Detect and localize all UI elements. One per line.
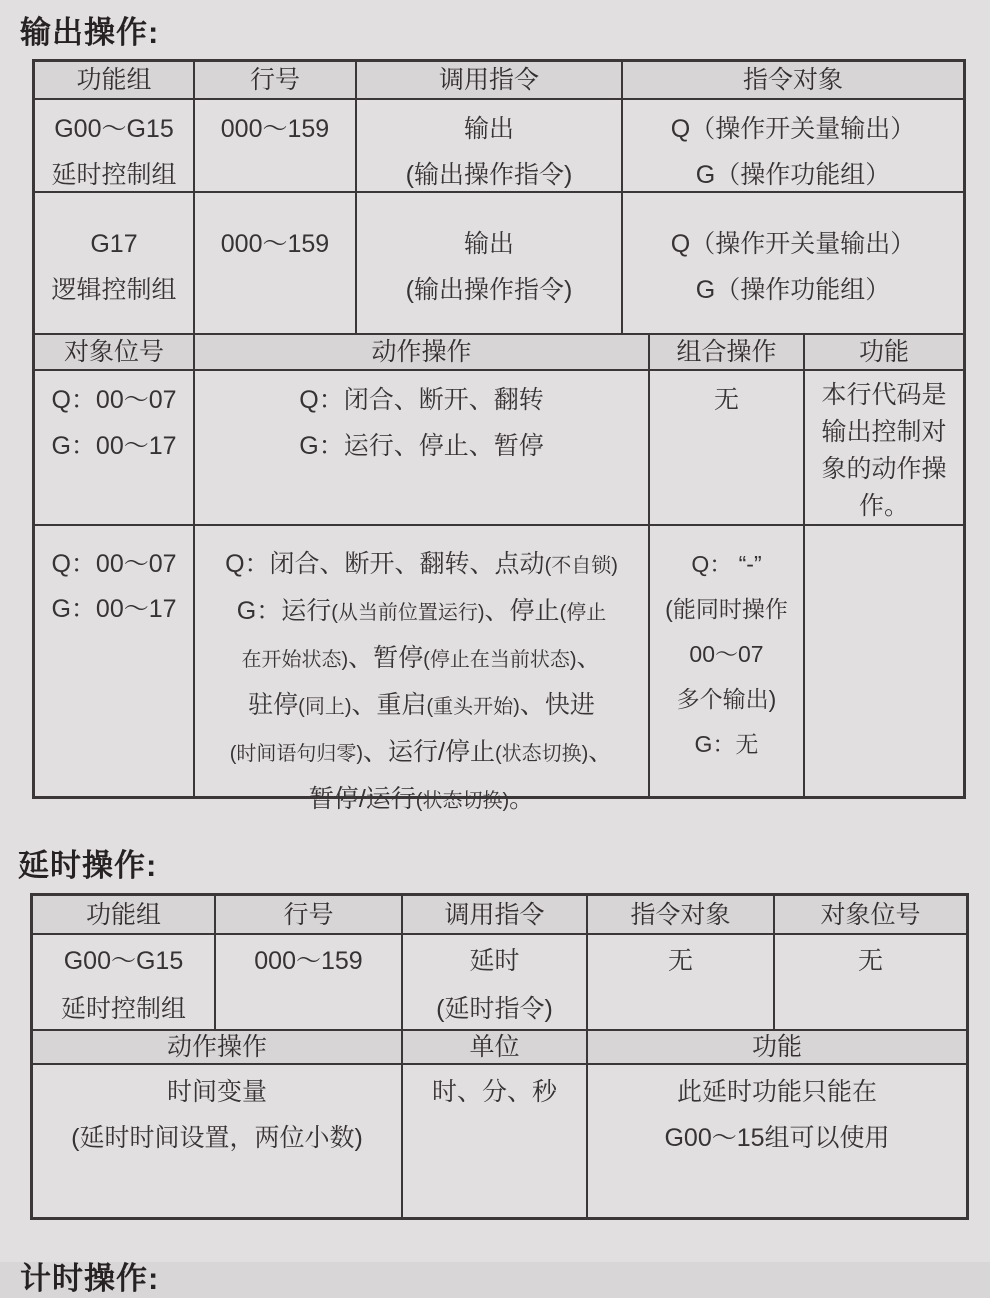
- col-header-function: 功能: [805, 335, 963, 371]
- text-segment: (时间语句归零): [229, 743, 364, 765]
- text-line: Q： “-”: [691, 551, 762, 577]
- text-line: 00～07: [689, 641, 764, 667]
- text-segment: 、重启: [351, 691, 427, 719]
- text-line: [195, 542, 648, 589]
- delay-table-top-section: [33, 896, 966, 1031]
- col-header-function-group: 功能组: [33, 896, 216, 935]
- col-header-function: 功能: [588, 1031, 966, 1065]
- cell-command-target: [623, 100, 963, 193]
- cell-target-bit: 无: [775, 935, 966, 1031]
- cell-function-group: [33, 935, 216, 1031]
- text-line: G（操作功能组）: [695, 161, 891, 189]
- col-header-target-bit: 对象位号: [35, 335, 195, 371]
- text-line: 输出: [463, 230, 514, 258]
- text-segment: G：运行: [236, 597, 332, 625]
- text-line: Q：00～07: [51, 386, 177, 414]
- cell-unit: 时、分、秒: [403, 1065, 588, 1217]
- text-line: G：00～17: [51, 595, 177, 623]
- cell-line-number: 000～159: [216, 935, 403, 1031]
- text-segment: Q：闭合、断开、翻转、点动: [225, 550, 545, 578]
- text-line: G00～G15: [63, 947, 184, 975]
- output-table-top-section: [35, 62, 963, 335]
- text-line: G（操作功能组）: [695, 276, 891, 304]
- col-header-line-number: 行号: [195, 62, 357, 100]
- text-segment: (同上): [298, 696, 352, 718]
- cell-target-bits: [35, 371, 195, 526]
- text-line: [195, 730, 648, 777]
- text-line: 延时: [469, 947, 520, 975]
- col-header-action-operation: 动作操作: [33, 1031, 403, 1065]
- cell-function: [588, 1065, 966, 1217]
- text-line: [195, 589, 648, 636]
- text-segment: (停止: [559, 602, 607, 624]
- col-header-unit: 单位: [403, 1031, 588, 1065]
- text-line: [195, 377, 648, 423]
- cell-function-group: [35, 193, 195, 335]
- col-header-target-bit: 对象位号: [775, 896, 966, 935]
- output-table-bottom-section: [35, 335, 963, 813]
- text-segment: 、暂停: [348, 644, 424, 672]
- text-line: [195, 636, 648, 683]
- text-segment: G：运行、停止、暂停: [299, 432, 544, 460]
- cell-line-number: 000～159: [195, 100, 357, 193]
- text-line: 延时控制组: [51, 161, 177, 189]
- col-header-call-command: 调用指令: [357, 62, 623, 100]
- text-segment: 、运行/停止: [363, 738, 495, 766]
- text-line: 此延时功能只能在: [676, 1078, 877, 1106]
- text-segment: 、: [588, 738, 614, 766]
- cell-command-target: [623, 193, 963, 335]
- text-segment: (重头开始): [426, 696, 520, 718]
- text-segment: 、停止: [484, 597, 560, 625]
- text-line: (输出操作指令): [405, 276, 573, 304]
- text-line: Q（操作开关量输出）: [670, 115, 916, 143]
- cell-target-bits: [35, 526, 195, 796]
- text-segment: 驻停: [248, 691, 299, 719]
- cell-call-command: [357, 100, 623, 193]
- text-line: (输出操作指令): [405, 161, 573, 189]
- delay-operations-table: [30, 893, 969, 1220]
- output-operations-heading: 输出操作:: [20, 15, 160, 50]
- col-header-command-target: 指令对象: [623, 62, 963, 100]
- text-segment: 。: [509, 785, 535, 813]
- text-line: G：无: [694, 731, 759, 757]
- col-header-function-group: 功能组: [35, 62, 195, 100]
- cell-actions: [195, 371, 650, 526]
- col-header-command-target: 指令对象: [588, 896, 775, 935]
- cell-combo: [650, 526, 805, 796]
- cell-command-target: 无: [588, 935, 775, 1031]
- cell-function-group: [35, 100, 195, 193]
- text-segment: 、快进: [519, 691, 595, 719]
- cell-line-number: 000～159: [195, 193, 357, 335]
- text-segment: 暂停/运行: [308, 785, 416, 813]
- text-line: 时间变量: [166, 1078, 267, 1106]
- text-line: G17: [90, 230, 138, 258]
- text-segment: Q：闭合、断开、翻转: [299, 386, 544, 414]
- text-segment: (状态切换): [415, 790, 510, 812]
- next-section-partial-heading: 计时操作:: [20, 1261, 160, 1296]
- cell-actions: [195, 526, 650, 813]
- cell-function: 本行代码是输出控制对象的动作操作。: [805, 371, 963, 526]
- text-line: Q（操作开关量输出）: [670, 230, 916, 258]
- col-header-line-number: 行号: [216, 896, 403, 935]
- col-header-action-operation: 动作操作: [195, 335, 650, 371]
- text-line: 无: [713, 386, 739, 414]
- text-segment: (状态切换): [494, 743, 589, 765]
- text-line: [195, 777, 648, 824]
- delay-operations-heading: 延时操作:: [18, 848, 158, 883]
- text-line: (延时时间设置，两位小数): [71, 1124, 363, 1152]
- text-line: 多个输出): [676, 686, 777, 712]
- text-line: G00～15组可以使用: [664, 1124, 890, 1152]
- text-segment: (从当前位置运行): [331, 602, 485, 624]
- text-line: 逻辑控制组: [51, 276, 177, 304]
- col-header-call-command: 调用指令: [403, 896, 588, 935]
- text-line: Q：00～07: [51, 550, 177, 578]
- text-line: G：00～17: [51, 432, 177, 460]
- output-operations-table: [32, 59, 966, 813]
- text-line: [195, 683, 648, 730]
- text-segment: (停止在当前状态): [423, 649, 577, 671]
- cell-call-command: [403, 935, 588, 1031]
- text-segment: 、: [576, 644, 602, 672]
- cell-function: [805, 526, 963, 796]
- text-line: (延时指令): [436, 995, 553, 1023]
- text-line: G00～G15: [54, 115, 174, 143]
- cell-action: [33, 1065, 403, 1217]
- cell-call-command: [357, 193, 623, 335]
- delay-table-bottom-section: [33, 1031, 966, 1217]
- text-segment: (不自锁): [544, 555, 618, 577]
- text-line: (能同时操作: [665, 596, 788, 622]
- col-header-combo-operation: 组合操作: [650, 335, 805, 371]
- text-line: 延时控制组: [60, 995, 186, 1023]
- text-line: 输出: [463, 115, 514, 143]
- text-segment: 在开始状态): [241, 649, 349, 671]
- cell-combo: [650, 371, 805, 526]
- text-line: [195, 423, 648, 469]
